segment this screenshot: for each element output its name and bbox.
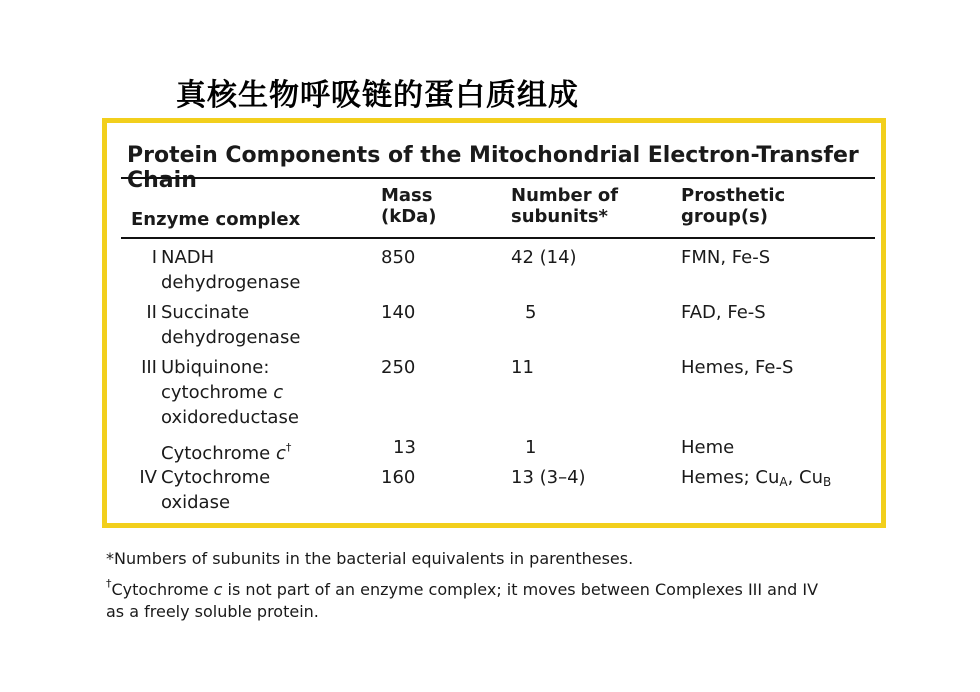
subunits-value: 1	[525, 437, 537, 458]
complex-number: III	[141, 357, 157, 378]
enzyme-name: NADH dehydrogenase	[161, 247, 301, 293]
prosthetic-value: FMN, Fe-S	[681, 247, 771, 268]
table-frame	[102, 118, 886, 528]
mass-value: 250	[381, 357, 416, 378]
footnote-subunits: *Numbers of subunits in the bacterial equivalents in parentheses.	[106, 549, 634, 568]
enzyme-name: Succinate dehydrogenase	[161, 302, 301, 348]
slide-title: 真核生物呼吸链的蛋白质组成	[176, 78, 579, 113]
table-top-rule	[121, 177, 875, 179]
enzyme-name: Cytochrome oxidase	[161, 467, 271, 513]
enzyme-name: Cytochrome c†	[161, 441, 292, 464]
complex-number: IV	[139, 467, 157, 488]
prosthetic-value: FAD, Fe-S	[681, 302, 766, 323]
subunits-value: 11	[511, 357, 534, 378]
subunits-value: 42 (14)	[511, 247, 577, 268]
mass-value: 160	[381, 467, 416, 488]
table-title: Protein Components of the Mitochondrial Electron-Transfer Chain	[127, 143, 859, 193]
enzyme-name: Ubiquinone: cytochrome c oxidoreductase	[161, 357, 299, 428]
mass-value: 140	[381, 302, 416, 323]
header-mass: Mass (kDa)	[381, 185, 437, 227]
prosthetic-value: Heme	[681, 437, 735, 458]
footnote-cytochrome-c: †Cytochrome c is not part of an enzyme complex; it moves between Complexes III and IV as a freely soluble protein.	[106, 577, 819, 621]
mass-value: 850	[381, 247, 416, 268]
prosthetic-value: Hemes, Fe-S	[681, 357, 794, 378]
subunits-value: 5	[525, 302, 537, 323]
table-header-rule	[121, 237, 875, 239]
header-subunits: Number of subunits*	[511, 185, 619, 227]
complex-number: I	[151, 247, 157, 268]
prosthetic-value: Hemes; $Cu_A$, $Cu_B$	[681, 467, 832, 489]
mass-value: 13	[393, 437, 416, 458]
complex-number: II	[146, 302, 157, 323]
header-prosthetic: Prosthetic group(s)	[681, 185, 786, 227]
footnotes	[106, 548, 886, 626]
header-enzyme-complex: Enzyme complex	[131, 209, 301, 230]
subunits-value: 13 (3–4)	[511, 467, 586, 488]
